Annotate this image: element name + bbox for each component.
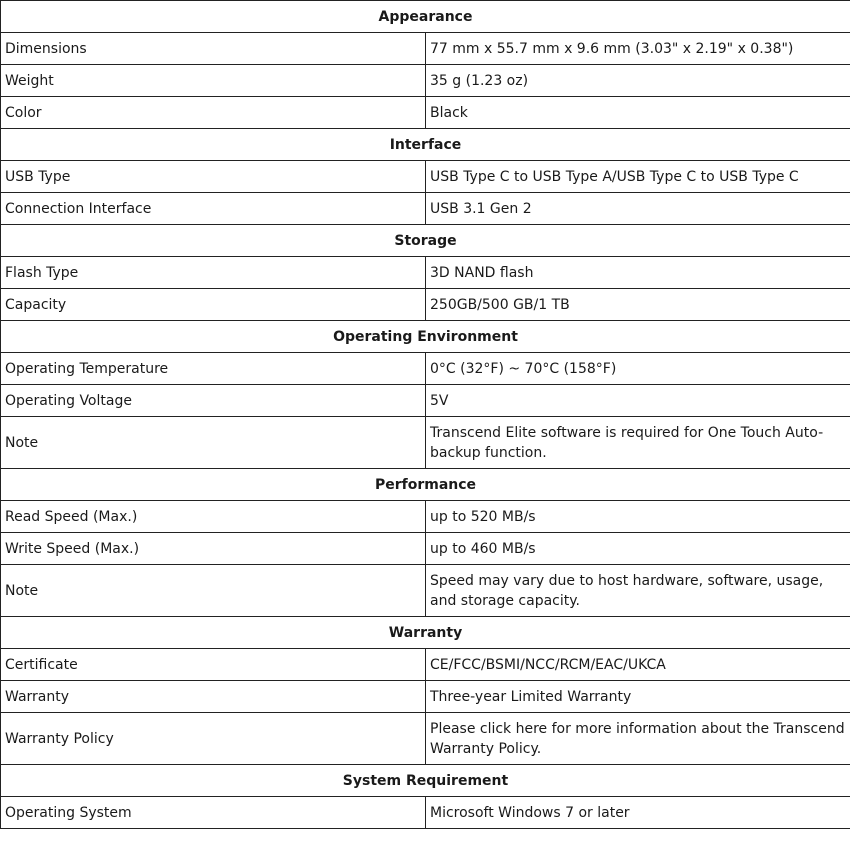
spec-label: Certificate bbox=[1, 649, 426, 681]
table-row bbox=[1, 97, 850, 129]
spec-value: Black bbox=[426, 97, 850, 129]
spec-value: 0°C (32°F) ~ 70°C (158°F) bbox=[426, 353, 850, 385]
table-row bbox=[1, 257, 850, 289]
table-row bbox=[1, 533, 850, 565]
section-header-warranty bbox=[1, 617, 850, 649]
spec-label: Read Speed (Max.) bbox=[1, 501, 426, 533]
section-title: System Requirement bbox=[1, 765, 850, 797]
spec-value: CE/FCC/BSMI/NCC/RCM/EAC/UKCA bbox=[426, 649, 850, 681]
table-row bbox=[1, 289, 850, 321]
section-header-storage bbox=[1, 225, 850, 257]
spec-value: USB Type C to USB Type A/USB Type C to USB Type C bbox=[426, 161, 850, 193]
spec-label: Capacity bbox=[1, 289, 426, 321]
table-row bbox=[1, 161, 850, 193]
spec-value: 77 mm x 55.7 mm x 9.6 mm (3.03" x 2.19" x 0.38") bbox=[426, 33, 850, 65]
table-row bbox=[1, 681, 850, 713]
section-title: Operating Environment bbox=[1, 321, 850, 353]
table-row bbox=[1, 417, 850, 469]
spec-label: Dimensions bbox=[1, 33, 426, 65]
spec-value: Three-year Limited Warranty bbox=[426, 681, 850, 713]
spec-label: Warranty bbox=[1, 681, 426, 713]
section-title: Appearance bbox=[1, 1, 850, 33]
section-header-appearance bbox=[1, 1, 850, 33]
spec-value: 35 g (1.23 oz) bbox=[426, 65, 850, 97]
table-row bbox=[1, 797, 850, 829]
spec-label: Operating Temperature bbox=[1, 353, 426, 385]
spec-label: Color bbox=[1, 97, 426, 129]
spec-value: up to 520 MB/s bbox=[426, 501, 850, 533]
spec-label: Write Speed (Max.) bbox=[1, 533, 426, 565]
section-header-environment bbox=[1, 321, 850, 353]
table-row bbox=[1, 33, 850, 65]
section-title: Warranty bbox=[1, 617, 850, 649]
table-row bbox=[1, 193, 850, 225]
warranty-policy-text: Please click here for more information about the Transcend Warranty Policy. bbox=[426, 713, 850, 765]
spec-label: Warranty Policy bbox=[1, 713, 426, 765]
spec-value: up to 460 MB/s bbox=[426, 533, 850, 565]
table-row bbox=[1, 501, 850, 533]
section-title: Performance bbox=[1, 469, 850, 501]
section-title: Storage bbox=[1, 225, 850, 257]
section-header-system bbox=[1, 765, 850, 797]
spec-value: Speed may vary due to host hardware, software, usage, and storage capacity. bbox=[426, 565, 850, 617]
table-row bbox=[1, 385, 850, 417]
spec-value: USB 3.1 Gen 2 bbox=[426, 193, 850, 225]
spec-label: Note bbox=[1, 565, 426, 617]
spec-label: USB Type bbox=[1, 161, 426, 193]
spec-value: 250GB/500 GB/1 TB bbox=[426, 289, 850, 321]
spec-value: Microsoft Windows 7 or later bbox=[426, 797, 850, 829]
spec-label: Operating System bbox=[1, 797, 426, 829]
table-row bbox=[1, 713, 850, 765]
spec-label: Weight bbox=[1, 65, 426, 97]
spec-label: Operating Voltage bbox=[1, 385, 426, 417]
table-row bbox=[1, 649, 850, 681]
section-title: Interface bbox=[1, 129, 850, 161]
spec-value: 3D NAND flash bbox=[426, 257, 850, 289]
section-header-interface bbox=[1, 129, 850, 161]
spec-value: 5V bbox=[426, 385, 850, 417]
spec-value: Transcend Elite software is required for One Touch Auto-backup function. bbox=[426, 417, 850, 469]
spec-label: Note bbox=[1, 417, 426, 469]
spec-label: Connection Interface bbox=[1, 193, 426, 225]
table-row bbox=[1, 65, 850, 97]
table-row bbox=[1, 353, 850, 385]
section-header-performance bbox=[1, 469, 850, 501]
spec-label: Flash Type bbox=[1, 257, 426, 289]
table-row bbox=[1, 565, 850, 617]
